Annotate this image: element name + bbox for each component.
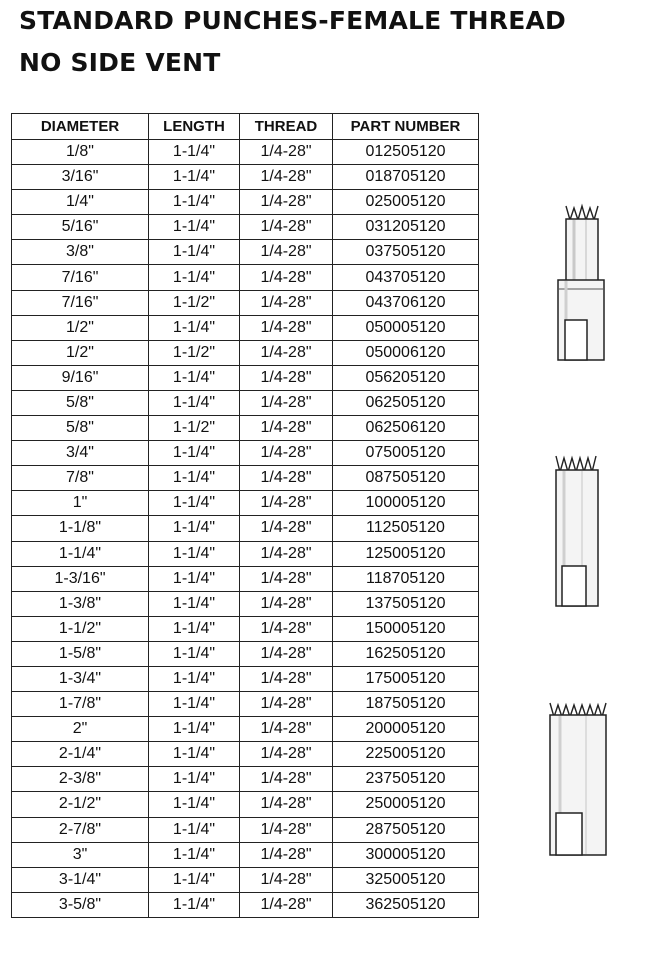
cell-part-number: 012505120 bbox=[333, 140, 479, 165]
cell-diameter: 2-1/2" bbox=[12, 792, 149, 817]
header-length: LENGTH bbox=[149, 114, 240, 140]
cell-part-number: 118705120 bbox=[333, 566, 479, 591]
cell-length: 1-1/4" bbox=[149, 892, 240, 917]
cell-thread: 1/4-28" bbox=[240, 491, 333, 516]
cell-diameter: 1-1/2" bbox=[12, 616, 149, 641]
table-row bbox=[12, 566, 479, 591]
cell-thread: 1/4-28" bbox=[240, 365, 333, 390]
cell-thread: 1/4-28" bbox=[240, 717, 333, 742]
cell-diameter: 1-3/16" bbox=[12, 566, 149, 591]
cell-length: 1-1/4" bbox=[149, 265, 240, 290]
table-row bbox=[12, 692, 479, 717]
cell-part-number: 043705120 bbox=[333, 265, 479, 290]
cell-thread: 1/4-28" bbox=[240, 516, 333, 541]
cell-length: 1-1/4" bbox=[149, 566, 240, 591]
cell-length: 1-1/4" bbox=[149, 491, 240, 516]
table-body bbox=[12, 140, 479, 918]
cell-part-number: 050006120 bbox=[333, 340, 479, 365]
cell-diameter: 3/16" bbox=[12, 165, 149, 190]
cell-part-number: 125005120 bbox=[333, 541, 479, 566]
cell-part-number: 062505120 bbox=[333, 390, 479, 415]
cell-diameter: 7/16" bbox=[12, 265, 149, 290]
cell-part-number: 137505120 bbox=[333, 591, 479, 616]
table-row bbox=[12, 742, 479, 767]
cell-part-number: 150005120 bbox=[333, 616, 479, 641]
cell-length: 1-1/4" bbox=[149, 390, 240, 415]
cell-length: 1-1/4" bbox=[149, 717, 240, 742]
cell-thread: 1/4-28" bbox=[240, 641, 333, 666]
cell-length: 1-1/4" bbox=[149, 140, 240, 165]
cell-part-number: 362505120 bbox=[333, 892, 479, 917]
table-row bbox=[12, 767, 479, 792]
cell-diameter: 1/2" bbox=[12, 315, 149, 340]
cell-thread: 1/4-28" bbox=[240, 190, 333, 215]
cell-length: 1-1/4" bbox=[149, 792, 240, 817]
table-row bbox=[12, 591, 479, 616]
cell-diameter: 1-3/8" bbox=[12, 591, 149, 616]
header-thread: THREAD bbox=[240, 114, 333, 140]
cell-part-number: 087505120 bbox=[333, 466, 479, 491]
table-row bbox=[12, 215, 479, 240]
cell-thread: 1/4-28" bbox=[240, 340, 333, 365]
table-row bbox=[12, 541, 479, 566]
cell-thread: 1/4-28" bbox=[240, 817, 333, 842]
cell-part-number: 162505120 bbox=[333, 641, 479, 666]
cell-length: 1-1/4" bbox=[149, 867, 240, 892]
cell-thread: 1/4-28" bbox=[240, 666, 333, 691]
cell-diameter: 3-5/8" bbox=[12, 892, 149, 917]
table-row bbox=[12, 165, 479, 190]
table-row bbox=[12, 892, 479, 917]
cell-part-number: 187505120 bbox=[333, 692, 479, 717]
cell-thread: 1/4-28" bbox=[240, 742, 333, 767]
cell-thread: 1/4-28" bbox=[240, 265, 333, 290]
cell-diameter: 1" bbox=[12, 491, 149, 516]
cell-diameter: 3/4" bbox=[12, 441, 149, 466]
table-row bbox=[12, 491, 479, 516]
cell-diameter: 7/8" bbox=[12, 466, 149, 491]
cell-thread: 1/4-28" bbox=[240, 390, 333, 415]
cell-thread: 1/4-28" bbox=[240, 466, 333, 491]
table-row bbox=[12, 466, 479, 491]
table-row bbox=[12, 641, 479, 666]
table-header-row bbox=[12, 114, 479, 140]
cell-part-number: 300005120 bbox=[333, 842, 479, 867]
cell-length: 1-1/4" bbox=[149, 616, 240, 641]
cell-thread: 1/4-28" bbox=[240, 616, 333, 641]
cell-length: 1-1/4" bbox=[149, 842, 240, 867]
cell-length: 1-1/4" bbox=[149, 767, 240, 792]
table-row bbox=[12, 666, 479, 691]
cell-part-number: 050005120 bbox=[333, 315, 479, 340]
cell-part-number: 056205120 bbox=[333, 365, 479, 390]
cell-length: 1-1/4" bbox=[149, 742, 240, 767]
cell-length: 1-1/4" bbox=[149, 315, 240, 340]
cell-part-number: 175005120 bbox=[333, 666, 479, 691]
cell-length: 1-1/2" bbox=[149, 290, 240, 315]
cell-part-number: 075005120 bbox=[333, 441, 479, 466]
cell-length: 1-1/4" bbox=[149, 466, 240, 491]
cell-length: 1-1/4" bbox=[149, 692, 240, 717]
cell-length: 1-1/4" bbox=[149, 641, 240, 666]
table-row bbox=[12, 867, 479, 892]
table-row bbox=[12, 265, 479, 290]
table-row bbox=[12, 140, 479, 165]
table-row bbox=[12, 842, 479, 867]
header-diameter: DIAMETER bbox=[12, 114, 149, 140]
cell-thread: 1/4-28" bbox=[240, 290, 333, 315]
cell-diameter: 1-3/4" bbox=[12, 666, 149, 691]
header-part-number: PART NUMBER bbox=[333, 114, 479, 140]
cell-length: 1-1/4" bbox=[149, 591, 240, 616]
cell-diameter: 3/8" bbox=[12, 240, 149, 265]
cell-length: 1-1/2" bbox=[149, 340, 240, 365]
cell-thread: 1/4-28" bbox=[240, 140, 333, 165]
cell-length: 1-1/2" bbox=[149, 416, 240, 441]
cell-part-number: 037505120 bbox=[333, 240, 479, 265]
cell-thread: 1/4-28" bbox=[240, 867, 333, 892]
cell-part-number: 025005120 bbox=[333, 190, 479, 215]
cell-length: 1-1/4" bbox=[149, 516, 240, 541]
cell-diameter: 1/8" bbox=[12, 140, 149, 165]
table-row bbox=[12, 390, 479, 415]
table-row bbox=[12, 516, 479, 541]
cell-diameter: 1/4" bbox=[12, 190, 149, 215]
cell-thread: 1/4-28" bbox=[240, 842, 333, 867]
cell-thread: 1/4-28" bbox=[240, 416, 333, 441]
table-row bbox=[12, 717, 479, 742]
cell-diameter: 9/16" bbox=[12, 365, 149, 390]
cell-length: 1-1/4" bbox=[149, 441, 240, 466]
cell-length: 1-1/4" bbox=[149, 666, 240, 691]
cell-diameter: 2" bbox=[12, 717, 149, 742]
table-row bbox=[12, 340, 479, 365]
cell-length: 1-1/4" bbox=[149, 215, 240, 240]
table-row bbox=[12, 365, 479, 390]
cell-part-number: 250005120 bbox=[333, 792, 479, 817]
page-title: STANDARD PUNCHES-FEMALE THREAD bbox=[19, 6, 566, 35]
punch-table bbox=[11, 113, 479, 918]
cell-length: 1-1/4" bbox=[149, 190, 240, 215]
cell-part-number: 237505120 bbox=[333, 767, 479, 792]
cell-part-number: 287505120 bbox=[333, 817, 479, 842]
table-row bbox=[12, 240, 479, 265]
cell-length: 1-1/4" bbox=[149, 240, 240, 265]
small-punch-drawing bbox=[550, 198, 616, 366]
cell-thread: 1/4-28" bbox=[240, 792, 333, 817]
cell-part-number: 100005120 bbox=[333, 491, 479, 516]
cell-thread: 1/4-28" bbox=[240, 165, 333, 190]
cell-thread: 1/4-28" bbox=[240, 566, 333, 591]
cell-diameter: 7/16" bbox=[12, 290, 149, 315]
cell-thread: 1/4-28" bbox=[240, 591, 333, 616]
table-row bbox=[12, 416, 479, 441]
cell-length: 1-1/4" bbox=[149, 165, 240, 190]
cell-diameter: 2-3/8" bbox=[12, 767, 149, 792]
cell-thread: 1/4-28" bbox=[240, 767, 333, 792]
table-row bbox=[12, 792, 479, 817]
cell-part-number: 200005120 bbox=[333, 717, 479, 742]
cell-length: 1-1/4" bbox=[149, 365, 240, 390]
cell-diameter: 1-1/8" bbox=[12, 516, 149, 541]
cell-diameter: 2-1/4" bbox=[12, 742, 149, 767]
cell-thread: 1/4-28" bbox=[240, 315, 333, 340]
cell-diameter: 5/16" bbox=[12, 215, 149, 240]
cell-diameter: 2-7/8" bbox=[12, 817, 149, 842]
cell-thread: 1/4-28" bbox=[240, 892, 333, 917]
table-row bbox=[12, 441, 479, 466]
large-punch-drawing bbox=[542, 695, 616, 860]
cell-diameter: 1-7/8" bbox=[12, 692, 149, 717]
cell-diameter: 3-1/4" bbox=[12, 867, 149, 892]
cell-part-number: 112505120 bbox=[333, 516, 479, 541]
table-row bbox=[12, 290, 479, 315]
cell-thread: 1/4-28" bbox=[240, 692, 333, 717]
cell-diameter: 1-5/8" bbox=[12, 641, 149, 666]
cell-diameter: 1/2" bbox=[12, 340, 149, 365]
cell-thread: 1/4-28" bbox=[240, 441, 333, 466]
cell-thread: 1/4-28" bbox=[240, 215, 333, 240]
cell-part-number: 031205120 bbox=[333, 215, 479, 240]
cell-part-number: 062506120 bbox=[333, 416, 479, 441]
cell-diameter: 3" bbox=[12, 842, 149, 867]
cell-part-number: 225005120 bbox=[333, 742, 479, 767]
cell-diameter: 5/8" bbox=[12, 416, 149, 441]
cell-diameter: 5/8" bbox=[12, 390, 149, 415]
table-row bbox=[12, 817, 479, 842]
table-row bbox=[12, 616, 479, 641]
cell-length: 1-1/4" bbox=[149, 817, 240, 842]
cell-length: 1-1/4" bbox=[149, 541, 240, 566]
table-row bbox=[12, 315, 479, 340]
table-row bbox=[12, 190, 479, 215]
page-subtitle: NO SIDE VENT bbox=[19, 48, 221, 77]
cell-part-number: 043706120 bbox=[333, 290, 479, 315]
cell-part-number: 018705120 bbox=[333, 165, 479, 190]
cell-thread: 1/4-28" bbox=[240, 240, 333, 265]
cell-thread: 1/4-28" bbox=[240, 541, 333, 566]
cell-diameter: 1-1/4" bbox=[12, 541, 149, 566]
cell-part-number: 325005120 bbox=[333, 867, 479, 892]
medium-punch-drawing bbox=[550, 448, 616, 610]
